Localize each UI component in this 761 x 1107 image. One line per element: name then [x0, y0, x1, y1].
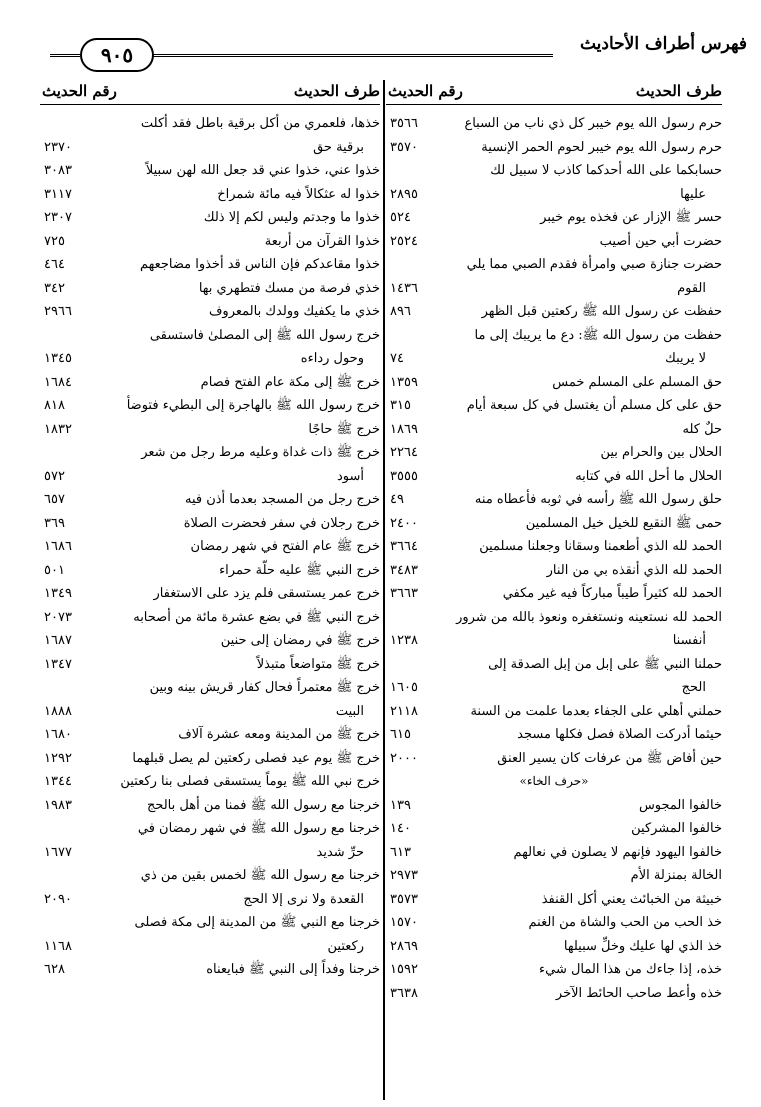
hadith-entry	[40, 747, 380, 771]
hadith-text: خرجنا مع رسول الله ﷺ لخمس بقين من ذي	[140, 868, 380, 883]
hadith-number: ٢٩٧٣	[390, 868, 418, 883]
hadith-entry	[386, 606, 722, 630]
hadith-number: ١٣٤٥	[44, 351, 72, 366]
column-divider	[383, 80, 385, 1100]
hadith-text: الحمد لله الذي أنقذه بي من النار	[546, 562, 722, 578]
hadith-number: ١٦٨٦	[44, 539, 72, 554]
hadith-entry	[40, 371, 380, 395]
hadith-text: حفظت عن رسول الله ﷺ ركعتين قبل الظهر	[481, 304, 722, 319]
hadith-number: ٢٥٢٤	[390, 233, 418, 249]
hadith-text: خرج ﷺ متواضعاً متبذلاً	[256, 656, 380, 672]
hadith-text: خرج ﷺ ذات غداة وعليه مرط رجل من شعر	[141, 445, 380, 460]
hadith-entry	[386, 441, 722, 465]
hadith-entry	[40, 488, 380, 512]
hadith-text: القعدة ولا نرى إلا الحج	[243, 891, 364, 907]
hadith-text: خرجنا مع رسول الله ﷺ فمنا من أهل بالحج	[146, 797, 380, 813]
hadith-entry	[40, 559, 380, 583]
hadith-text: القوم	[677, 280, 706, 296]
hadith-number: ٨٩٦	[390, 304, 411, 319]
hadith-number: ١٣٤٩	[44, 586, 72, 601]
hadith-entry	[386, 888, 722, 912]
hadith-number: ٧٢٥	[44, 233, 65, 249]
hadith-entry	[386, 911, 722, 935]
hadith-number: ٥٧٢	[44, 468, 65, 484]
hadith-text: البيت	[335, 703, 364, 719]
hadith-text: خذي فرصة من مسك فتطهري بها	[198, 280, 380, 296]
hadith-number: ٣٥٦٦	[390, 116, 418, 131]
hadith-number: ٣٠٨٣	[44, 163, 72, 178]
hadith-entry	[386, 958, 722, 982]
hadith-text: الحمد لله الذي أطعمنا وسقانا وجعلنا مسلمين	[479, 539, 722, 554]
hadith-entry	[40, 817, 380, 841]
hadith-text: حق على كل مسلم أن يغتسل في كل سبعة أيام	[466, 398, 722, 413]
hadith-entry	[386, 253, 722, 277]
hadith-entry	[40, 935, 380, 959]
hadith-number: ٣٥٧٠	[390, 139, 418, 155]
hadith-entry	[386, 347, 722, 371]
hadith-text: خبيثة من الخبائث يعني أكل القنفذ	[541, 891, 722, 907]
hadith-entry	[40, 347, 380, 371]
hadith-text: خرجنا وفداً إلى النبي ﷺ فبايعناه	[206, 962, 380, 977]
left-text-label: طرف الحديث	[293, 82, 380, 100]
hadith-text: حمى ﷺ النقيع للخيل خيل المسلمين	[525, 515, 722, 531]
hadith-number: ٦١٣	[390, 844, 411, 860]
hadith-entry	[40, 535, 380, 559]
hadith-number: ٣١١٧	[44, 186, 72, 202]
hadith-entry	[386, 582, 722, 606]
hadith-entry	[386, 864, 722, 888]
hadith-text: خرج ﷺ معتمراً فحال كفار قريش بينه وبين	[149, 680, 380, 695]
hadith-entry	[40, 206, 380, 230]
header-rule	[150, 54, 553, 57]
right-column	[386, 112, 722, 1005]
hadith-text: حلق رسول الله ﷺ رأسه في ثوبه فأعطاه منه	[474, 492, 722, 507]
hadith-text: حضرت جنازة صبي وامرأة فقدم الصبي مما يلي	[466, 257, 722, 272]
hadith-entry	[40, 112, 380, 136]
hadith-text: حرِّ شديد	[316, 844, 364, 860]
hadith-text: خرج النبي ﷺ عليه حلّة حمراء	[219, 562, 380, 578]
hadith-number: ٣٦٦٤	[390, 539, 418, 554]
hadith-number: ٢٣٧٠	[44, 139, 72, 155]
hadith-text: حرم رسول الله يوم خيبر لحوم الحمر الإنسية	[481, 139, 722, 155]
hadith-text: الحلال بين والحرام بين	[600, 445, 722, 460]
hadith-entry	[386, 230, 722, 254]
hadith-text: الخالة بمنزلة الأم	[630, 868, 722, 883]
hadith-entry	[40, 606, 380, 630]
hadith-text: لا يريبك	[665, 351, 706, 366]
hadith-entry	[386, 136, 722, 160]
hadith-number: ١٦٨٠	[44, 727, 72, 742]
hadith-number: ١٢٣٨	[390, 633, 418, 648]
hadith-text: خذها، فلعمري من أكل برقية باطل فقد أكلت	[140, 116, 380, 131]
hadith-entry	[386, 300, 722, 324]
hadith-text: حملني أهلي على الجفاء بعدما علمت من السنة	[470, 703, 722, 719]
hadith-entry	[40, 324, 380, 348]
hadith-number: ٣٦٩	[44, 515, 65, 531]
hadith-number: ٨١٨	[44, 398, 65, 413]
hadith-text: حضرت أبي حين أصيب	[599, 233, 722, 249]
hadith-number: ٦٢٨	[44, 962, 65, 977]
hadith-entry	[386, 629, 722, 653]
hadith-text: خذي ما يكفيك وولدك بالمعروف	[208, 304, 380, 319]
hadith-text: خذوا له عثكالاً فيه مائة شمراخ	[217, 186, 380, 202]
hadith-text: حفظت من رسول الله ﷺ: دع ما يريبك إلى ما	[474, 327, 722, 343]
hadith-number: ١٨٦٩	[390, 421, 418, 437]
hadith-entry	[386, 817, 722, 841]
hadith-number: ٢١١٨	[390, 703, 418, 719]
hadith-number: ١٦٨٤	[44, 374, 72, 390]
hadith-number: ٣٥٧٣	[390, 891, 418, 907]
hadith-number: ١٦٠٥	[390, 680, 418, 695]
hadith-entry	[40, 700, 380, 724]
hadith-number: ١٣٥٩	[390, 374, 418, 390]
hadith-text: خرج رسول الله ﷺ بالهاجرة إلى البطيء فتوضأ	[126, 398, 380, 413]
hadith-text: خرجنا مع رسول الله ﷺ في شهر رمضان في	[137, 821, 380, 836]
hadith-number: ١٥٧٠	[390, 915, 418, 930]
hadith-entry	[40, 911, 380, 935]
hadith-number: ٣٤٢	[44, 280, 65, 296]
hadith-number: ٤٦٤	[44, 257, 65, 272]
hadith-text: خالفوا المشركين	[631, 821, 722, 836]
hadith-entry	[40, 888, 380, 912]
hadith-entry	[386, 465, 722, 489]
hadith-entry	[40, 465, 380, 489]
hadith-entry	[386, 418, 722, 442]
hadith-number: ٦٥٧	[44, 492, 65, 507]
hadith-entry	[40, 183, 380, 207]
hadith-entry	[40, 582, 380, 606]
hadith-text: خذه، إذا جاءك من هذا المال شيء	[539, 962, 722, 977]
hadith-entry	[386, 559, 722, 583]
hadith-entry	[386, 488, 722, 512]
hadith-entry	[386, 723, 722, 747]
hadith-entry	[386, 183, 722, 207]
hadith-entry	[40, 441, 380, 465]
page-number: ٩٠٥	[80, 38, 154, 72]
hadith-text: الحمد لله كثيراً طيباً مباركاً فيه غير مكفي	[502, 586, 722, 601]
hadith-entry	[40, 629, 380, 653]
hadith-number: ٣٦٣٨	[390, 985, 418, 1001]
hadith-entry	[40, 230, 380, 254]
hadith-entry	[386, 159, 722, 183]
hadith-text: أنفسنا	[672, 633, 706, 648]
hadith-text: خرج عمر يستسقى فلم يزد على الاستغفار	[153, 586, 380, 601]
hadith-number: ٢٨٦٩	[390, 938, 418, 954]
hadith-number: ١٤٣٦	[390, 280, 418, 296]
hadith-text: الحمد لله نستعينه ونستغفره ونعوذ بالله من شرور	[456, 609, 722, 625]
hadith-text: حق المسلم على المسلم خمس	[552, 374, 722, 390]
right-number-label: رقم الحديث	[388, 82, 463, 100]
hadith-number: ١٨٣٢	[44, 421, 72, 437]
hadith-text: خذوا عني، خذوا عني قد جعل الله لهن سبيلاً	[145, 163, 380, 178]
book-title: فهرس أطراف الأحاديث	[579, 34, 747, 54]
hadith-entry	[386, 653, 722, 677]
hadith-text: عليها	[680, 186, 706, 202]
hadith-number: ٢٩٦٦	[44, 304, 72, 319]
hadith-number: ٢٠٠٠	[390, 750, 418, 766]
hadith-number: ١٢٩٢	[44, 750, 72, 766]
hadith-number: ٢٤٠٠	[390, 515, 418, 531]
header-rule-left	[50, 54, 80, 57]
hadith-text: الحلال ما أحل الله في كتابه	[575, 468, 722, 484]
section-heading	[386, 770, 722, 794]
hadith-text: حسابكما على الله أحدكما كاذب لا سبيل لك	[490, 163, 722, 178]
hadith-entry	[386, 277, 722, 301]
hadith-number: ١١٦٨	[44, 938, 72, 954]
hadith-text: خذوا مقاعدكم فإن الناس قد أخذوا مضاجعهم	[139, 257, 380, 272]
page-header	[0, 30, 761, 76]
hadith-text: خرج ﷺ عام الفتح في شهر رمضان	[190, 539, 380, 554]
hadith-text: خرج ﷺ من المدينة ومعه عشرة آلاف	[178, 727, 380, 742]
hadith-entry	[386, 206, 722, 230]
hadith-entry	[386, 935, 722, 959]
hadith-text: «حرف الخاء»	[519, 774, 589, 788]
hadith-entry	[386, 676, 722, 700]
hadith-text: خرج رسول الله ﷺ إلى المصلىٰ فاستسقى	[149, 327, 380, 343]
hadith-text: حرم رسول الله يوم خيبر كل ذي ناب من السباع	[464, 116, 722, 131]
hadith-entry	[40, 770, 380, 794]
hadith-entry	[386, 512, 722, 536]
hadith-entry	[386, 324, 722, 348]
hadith-text: برقية حق	[313, 139, 364, 155]
hadith-entry	[40, 418, 380, 442]
hadith-text: خرج ﷺ في رمضان إلى حنين	[220, 633, 380, 648]
hadith-text: خذوا القرآن من أربعة	[264, 233, 380, 249]
left-column	[40, 112, 380, 982]
hadith-entry	[386, 112, 722, 136]
hadith-number: ٢٣٠٧	[44, 210, 72, 225]
hadith-text: حملنا النبي ﷺ على إبل من إبل الصدقة إلى	[488, 656, 722, 672]
hadith-text: خالفوا المجوس	[638, 797, 722, 813]
hadith-entry	[40, 394, 380, 418]
hadith-entry	[386, 982, 722, 1006]
hadith-text: حيثما أدركت الصلاة فصل فكلها مسجد	[517, 727, 722, 742]
hadith-entry	[40, 794, 380, 818]
hadith-number: ١٤٠	[390, 821, 411, 836]
hadith-entry	[40, 676, 380, 700]
right-column-header	[386, 80, 722, 105]
hadith-text: خذ الحب من الحب والشاة من الغنم	[528, 915, 722, 930]
hadith-text: خرج ﷺ يوم عيد فصلى ركعتين لم يصل قبلهما	[132, 750, 380, 766]
hadith-number: ٢٠٩٠	[44, 891, 72, 907]
hadith-number: ١٨٨٨	[44, 703, 72, 719]
hadith-number: ٢٢٦٤	[390, 445, 418, 460]
hadith-entry	[40, 723, 380, 747]
hadith-entry	[386, 371, 722, 395]
hadith-number: ١٥٩٢	[390, 962, 418, 977]
hadith-entry	[386, 700, 722, 724]
left-number-label: رقم الحديث	[42, 82, 117, 100]
hadith-text: خذوا ما وجدتم وليس لكم إلا ذلك	[203, 210, 380, 225]
hadith-entry	[40, 958, 380, 982]
hadith-text: وحول رداءه	[300, 351, 364, 366]
hadith-text: أسود	[336, 468, 364, 484]
hadith-text: الحج	[681, 680, 706, 695]
hadith-text: خرج النبي ﷺ في بضع عشرة مائة من أصحابه	[133, 609, 380, 625]
hadith-text: خرج نبي الله ﷺ يوماً يستسقى فصلى بنا ركعتين	[120, 774, 380, 789]
hadith-entry	[40, 864, 380, 888]
hadith-entry	[40, 253, 380, 277]
hadith-entry	[40, 159, 380, 183]
hadith-text: حين أفاض ﷺ من عرفات كان يسير العنق	[497, 750, 722, 766]
hadith-text: خرجنا مع النبي ﷺ من المدينة إلى مكة فصلى	[134, 915, 380, 930]
hadith-entry	[386, 394, 722, 418]
hadith-number: ٢٨٩٥	[390, 186, 418, 202]
hadith-entry	[386, 747, 722, 771]
hadith-number: ١٦٨٧	[44, 633, 72, 648]
hadith-text: حلٌ كله	[682, 421, 722, 437]
hadith-text: خذه وأعط صاحب الحائط الآخر	[555, 985, 722, 1001]
hadith-number: ٥٢٤	[390, 210, 411, 225]
hadith-number: ١٣٩	[390, 797, 411, 813]
hadith-entry	[40, 277, 380, 301]
hadith-number: ٣٥٥٥	[390, 468, 418, 484]
hadith-text: ركعتين	[327, 938, 364, 954]
hadith-entry	[386, 841, 722, 865]
left-column-header	[40, 80, 380, 105]
hadith-entry	[386, 794, 722, 818]
hadith-text: خرج ﷺ حاجًا	[308, 421, 380, 437]
hadith-text: خرج رجلان في سفر فحضرت الصلاة	[183, 515, 380, 531]
hadith-number: ١٩٨٣	[44, 797, 72, 813]
hadith-number: ٦١٥	[390, 727, 411, 742]
hadith-text: خرج ﷺ إلى مكة عام الفتح فصام	[200, 374, 380, 390]
hadith-entry	[40, 512, 380, 536]
hadith-entry	[386, 535, 722, 559]
hadith-number: ٢٠٧٣	[44, 609, 72, 625]
hadith-number: ٥٠١	[44, 562, 65, 578]
hadith-number: ١٣٤٤	[44, 774, 72, 789]
hadith-text: خرج رجل من المسجد بعدما أذن فيه	[184, 492, 380, 507]
hadith-number: ١٣٤٧	[44, 656, 72, 672]
hadith-number: ٣٤٨٣	[390, 562, 418, 578]
hadith-number: ٣٦٦٣	[390, 586, 418, 601]
hadith-text: خالفوا اليهود فإنهم لا يصلون في نعالهم	[513, 844, 722, 860]
hadith-entry	[40, 300, 380, 324]
hadith-entry	[40, 136, 380, 160]
hadith-number: ٤٩	[390, 492, 404, 507]
hadith-entry	[40, 841, 380, 865]
hadith-number: ٣١٥	[390, 398, 411, 413]
hadith-text: خذ الذي لها عليك وخلِّ سبيلها	[563, 938, 722, 954]
hadith-number: ١٦٧٧	[44, 844, 72, 860]
hadith-number: ٧٤	[390, 351, 404, 366]
hadith-text: حسر ﷺ الإزار عن فخذه يوم خيبر	[540, 210, 722, 225]
right-text-label: طرف الحديث	[635, 82, 722, 100]
hadith-entry	[40, 653, 380, 677]
